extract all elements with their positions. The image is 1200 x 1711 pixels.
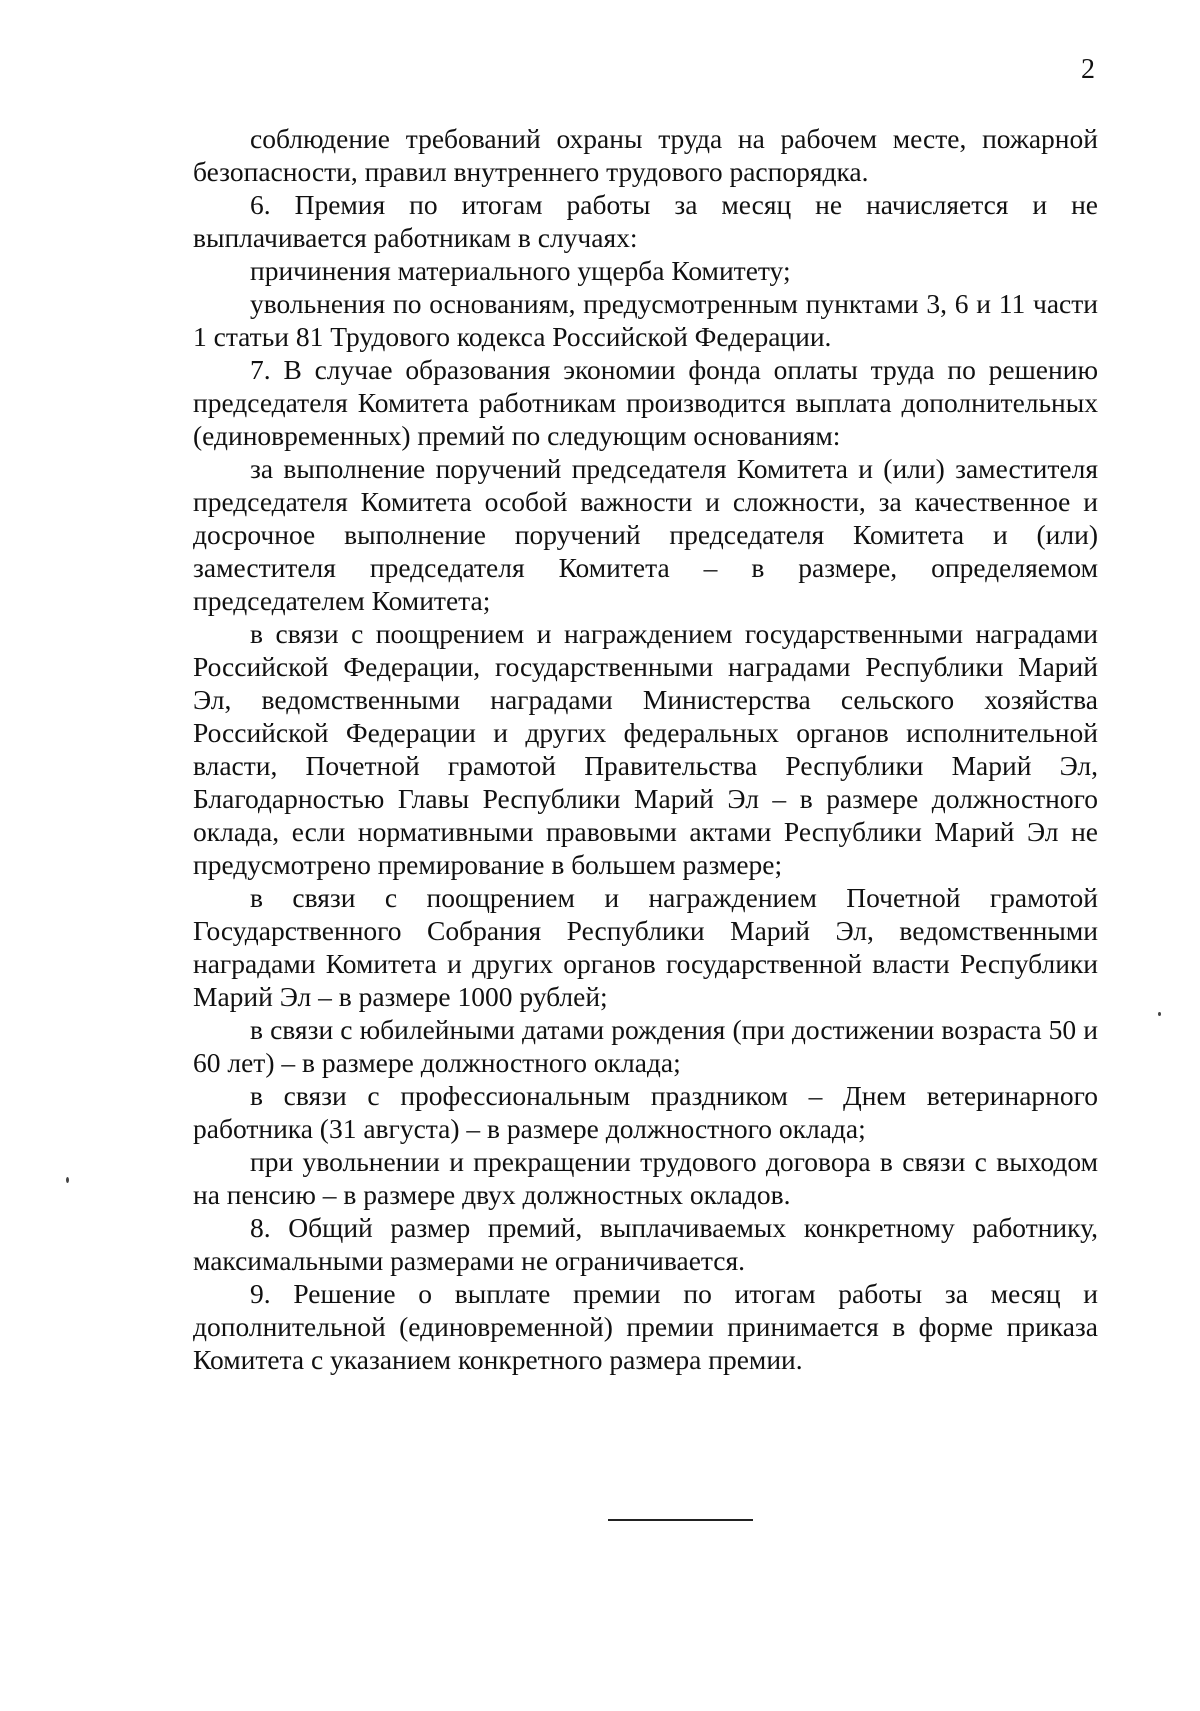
document-body xyxy=(193,122,1098,1376)
paragraph-state-awards: в связи с поощрением и награждением государственными наградами Российской Федерации, государственными наградами Республики Марий Эл, ведомственными наградами Министерства сельского хозяйства Российской Федерации и других федеральных органов исполнительной власти, Почетной грамотой Правительства Республики Марий Эл, Благодарностью Главы Республики Марий Эл – в размере должностного оклада, если нормативными правовыми актами Республики Марий Эл не предусмотрено премирование в большем размере; xyxy=(193,618,1098,880)
end-of-document-rule xyxy=(608,1519,753,1521)
paragraph-item-6: 6. Премия по итогам работы за месяц не начисляется и не выплачивается работникам в случаях: xyxy=(193,189,1098,253)
paragraph-safety-requirements: соблюдение требований охраны труда на рабочем месте, пожарной безопасности, правил внутреннего трудового распорядка. xyxy=(193,123,1098,187)
paragraph-item-7: 7. В случае образования экономии фонда оплаты труда по решению председателя Комитета работникам производится выплата дополнительных (единовременных) премий по следующим основаниям: xyxy=(193,354,1098,451)
paragraph-item-8: 8. Общий размер премий, выплачиваемых конкретному работнику, максимальными размерами не ограничивается. xyxy=(193,1212,1098,1276)
paragraph-dismissal-grounds: увольнения по основаниям, предусмотренным пунктами 3, 6 и 11 части 1 статьи 81 Трудового кодекса Российской Федерации. xyxy=(193,288,1098,352)
paragraph-retirement: при увольнении и прекращении трудового договора в связи с выходом на пенсию – в размере двух должностных окладов. xyxy=(193,1146,1098,1210)
paragraph-professional-holiday: в связи с профессиональным праздником – Днем ветеринарного работника (31 августа) – в размере должностного оклада; xyxy=(193,1080,1098,1144)
paragraph-material-damage: причинения материального ущерба Комитету; xyxy=(250,255,791,286)
paragraph-special-assignments: за выполнение поручений председателя Комитета и (или) заместителя председателя Комитета особой важности и сложности, за качественное и досрочное выполнение поручений председателя Комитета и (или) заместителя председателя Комитета – в размере, определяемом председателем Комитета; xyxy=(193,453,1098,616)
page-number: 2 xyxy=(1081,54,1095,85)
scan-speck-mark xyxy=(66,1177,69,1183)
paragraph-honorary-diploma: в связи с поощрением и награждением Почетной грамотой Государственного Собрания Республики Марий Эл, ведомственными наградами Комитета и других органов государственной власти Республики Марий Эл – в размере 1000 рублей; xyxy=(193,882,1098,1012)
paragraph-item-9: 9. Решение о выплате премии по итогам работы за месяц и дополнительной (единовременной) премии принимается в форме приказа Комитета с указанием конкретного размера премии. xyxy=(193,1278,1098,1375)
scan-speck-mark xyxy=(1158,1012,1161,1016)
paragraph-anniversary: в связи с юбилейными датами рождения (при достижении возраста 50 и 60 лет) – в размере должностного оклада; xyxy=(193,1014,1098,1078)
